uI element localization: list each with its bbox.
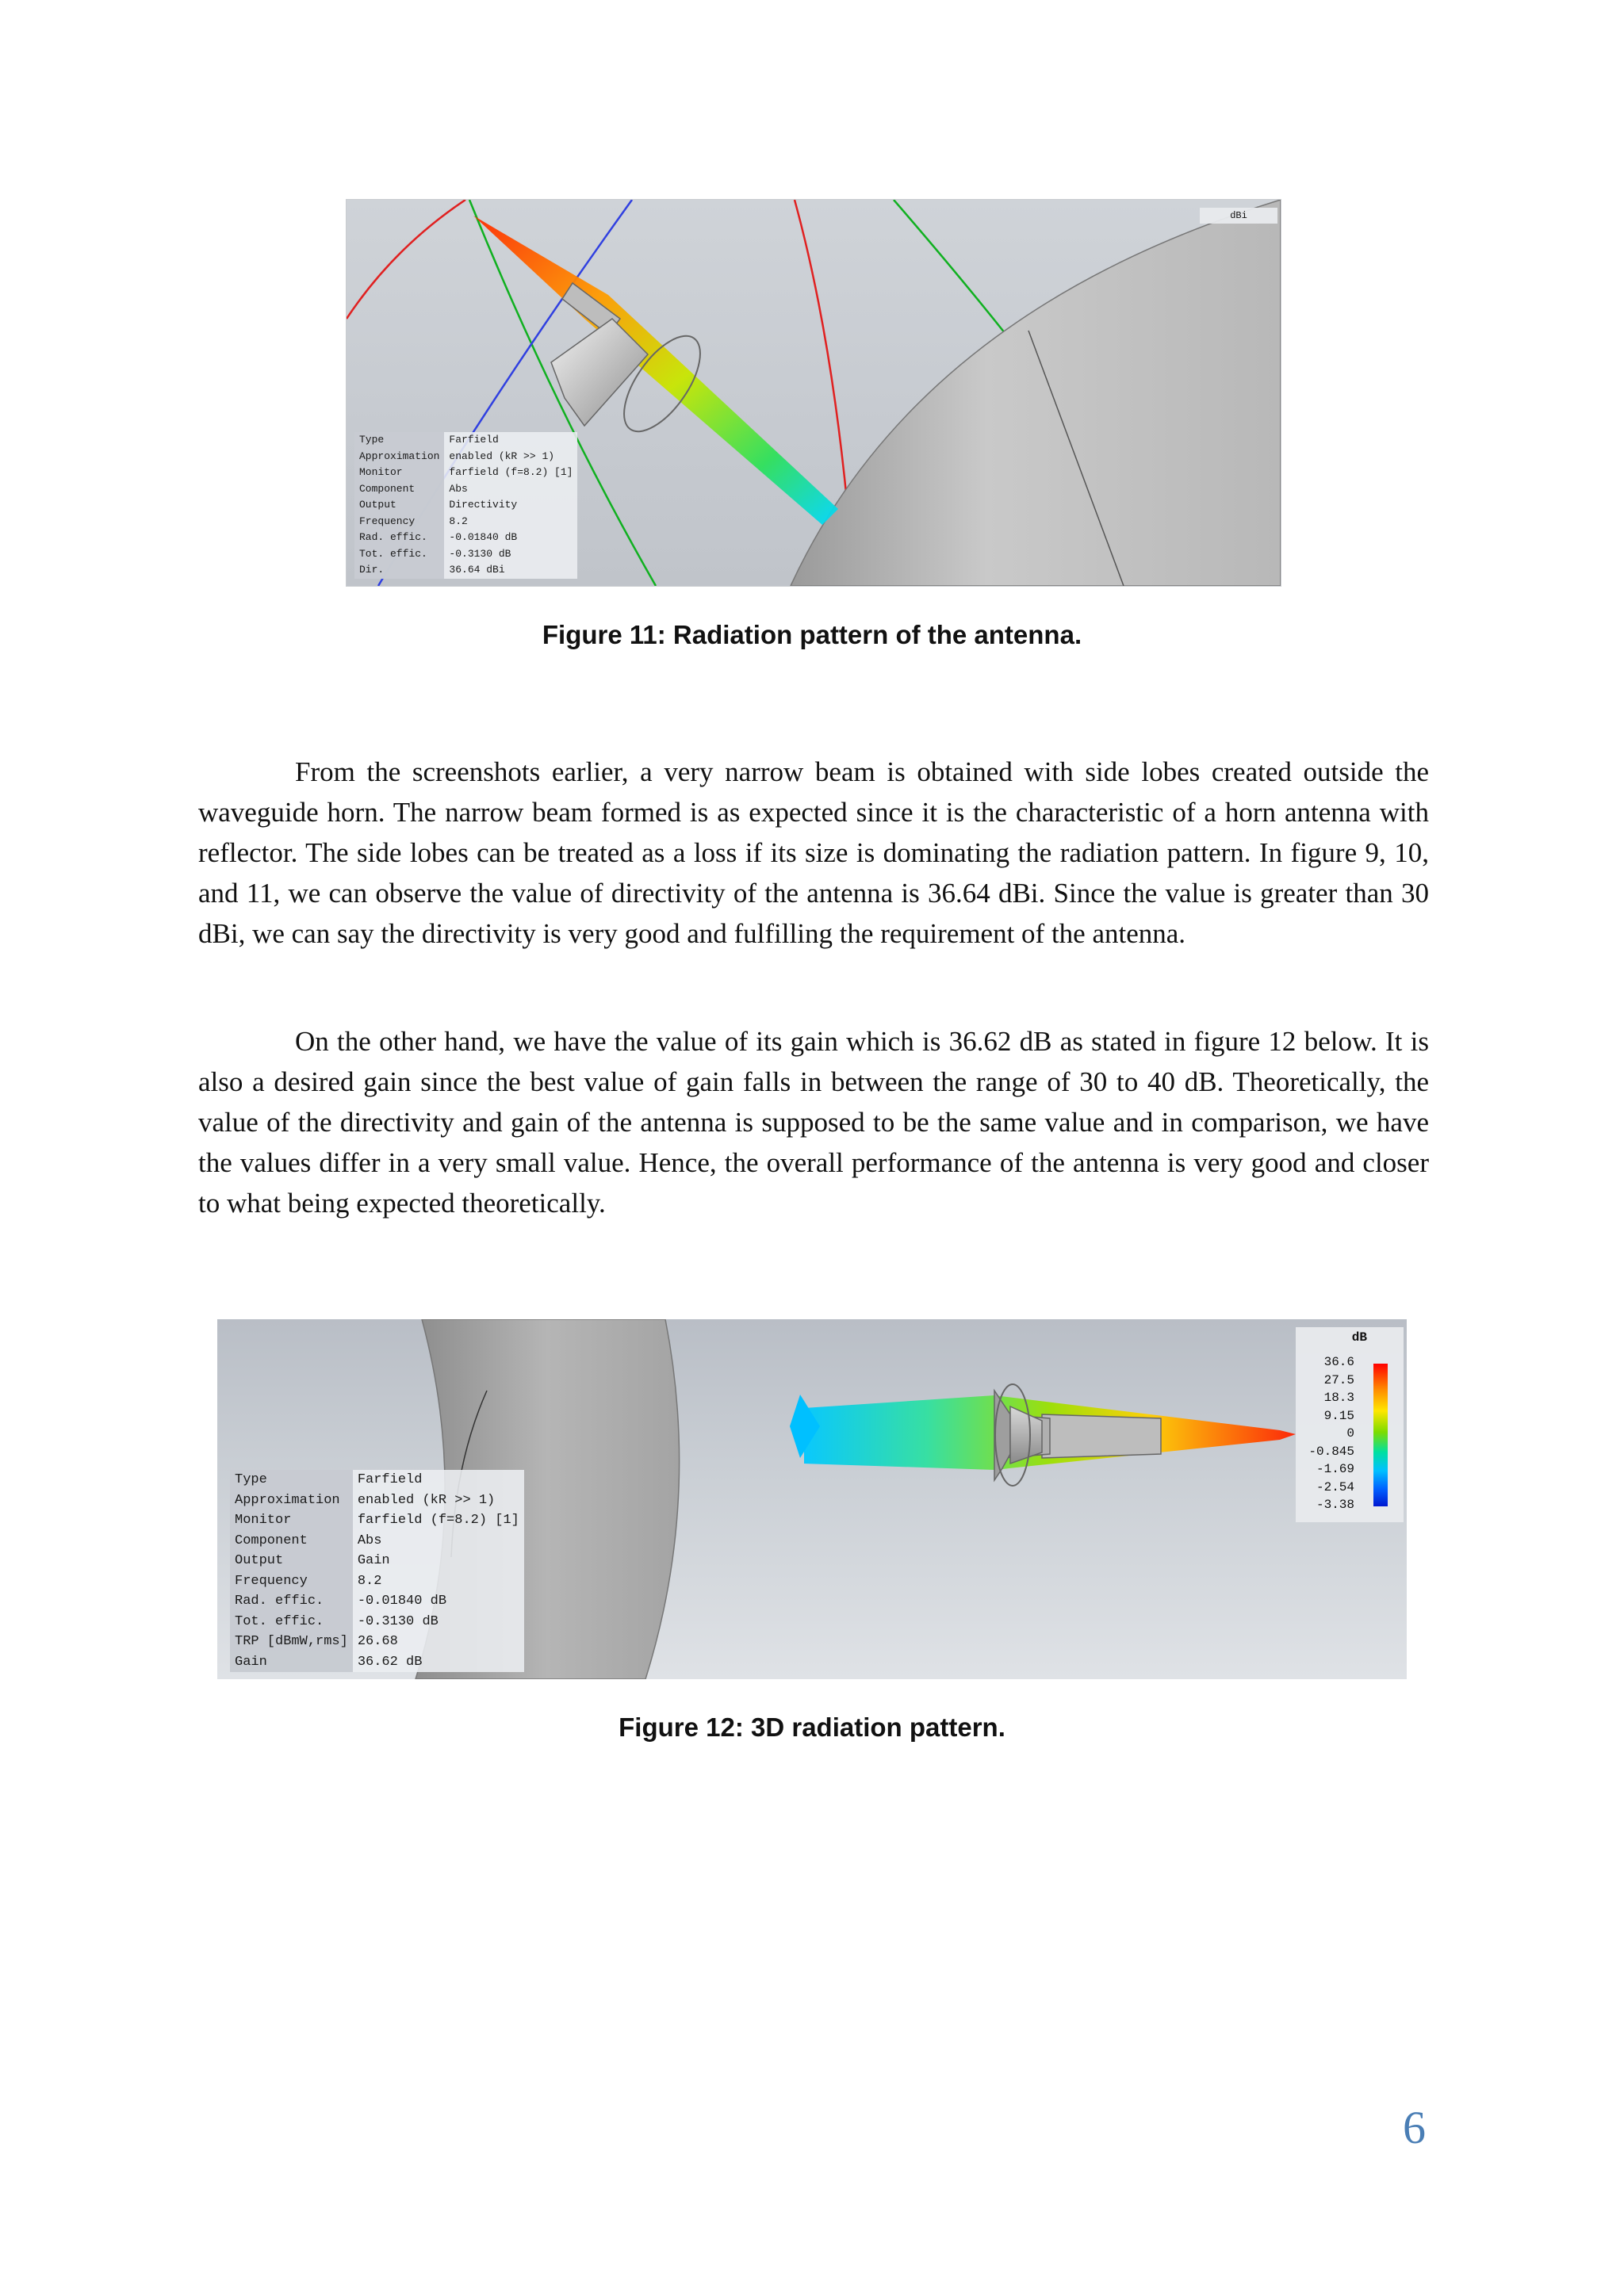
page-number: 6	[1403, 2102, 1426, 2153]
info-row	[354, 497, 577, 514]
info-value: Abs	[357, 1533, 382, 1548]
info-row	[354, 546, 577, 563]
info-key: Frequency	[354, 514, 444, 530]
legend-tick-label: 27.5	[1323, 1372, 1354, 1387]
legend-tick-label: -3.38	[1316, 1498, 1354, 1512]
info-value: 36.64 dBi	[449, 564, 505, 576]
info-value: Farfield	[357, 1472, 423, 1487]
info-key: Frequency	[230, 1571, 353, 1592]
reflector-dish	[791, 200, 1281, 586]
info-row	[354, 449, 577, 465]
color-legend	[1296, 1327, 1404, 1522]
legend-color-bar	[1373, 1364, 1388, 1506]
info-value: 26.68	[357, 1634, 398, 1649]
info-row	[230, 1591, 524, 1612]
info-row	[354, 465, 577, 481]
info-key: Output	[354, 497, 444, 514]
figure-12-caption: Figure 12: 3D radiation pattern.	[619, 1712, 1005, 1742]
info-value: Directivity	[449, 499, 518, 511]
info-row	[230, 1612, 524, 1632]
info-panel	[354, 432, 577, 579]
info-key: Tot. effic.	[354, 546, 444, 563]
legend-tick-label: -1.69	[1316, 1462, 1354, 1476]
info-key: Dir.	[354, 562, 444, 579]
info-key: Output	[230, 1551, 353, 1571]
info-value: enabled (kR >> 1)	[357, 1492, 496, 1508]
figure-12-3d-radiation-pattern	[217, 1319, 1407, 1679]
info-value: -0.3130 dB	[357, 1613, 439, 1629]
info-row	[230, 1490, 524, 1511]
waveguide-body	[1042, 1414, 1161, 1458]
info-key: Type	[354, 432, 444, 449]
info-value: Abs	[449, 482, 468, 495]
info-value: farfield (f=8.2) [1]	[449, 466, 573, 478]
info-row	[354, 481, 577, 498]
info-key: Gain	[230, 1652, 353, 1673]
info-value: 8.2	[449, 515, 468, 527]
info-value: -0.01840 dB	[357, 1594, 447, 1609]
pattern-curve	[347, 200, 465, 319]
legend-tick-label: 9.15	[1323, 1408, 1354, 1423]
info-value: 8.2	[357, 1573, 382, 1589]
info-value: 36.62 dB	[357, 1654, 423, 1670]
info-key: Monitor	[354, 465, 444, 481]
paragraph-1: From the screenshots earlier, a very narrow beam is obtained with side lobes created outside the waveguide horn. The narrow beam formed is as expected since it is the characteristic of a horn antenna with reflector. The side lobes can be treated as a loss if its size is dominating the radiation pattern. In figure 9, 10, and 11, we can observe the value of directivity of the antenna is 36.64 dBi. Since the value is greater than 30 dBi, we can say the directivity is very good and fulfilling the requirement of the antenna.	[198, 756, 1429, 949]
info-row	[354, 514, 577, 530]
info-row	[230, 1571, 524, 1592]
info-value: Gain	[357, 1553, 390, 1568]
info-key: Component	[230, 1531, 353, 1552]
info-value: enabled (kR >> 1)	[449, 450, 555, 462]
info-value: -0.01840 dB	[449, 531, 518, 543]
info-value: -0.3130 dB	[449, 547, 511, 560]
info-row	[230, 1531, 524, 1552]
figure-11-caption: Figure 11: Radiation pattern of the antenna.	[542, 620, 1082, 649]
figure-11-radiation-pattern	[346, 199, 1281, 587]
info-value: Farfield	[449, 434, 499, 446]
info-panel	[230, 1470, 524, 1672]
legend-tick-label: 0	[1346, 1426, 1354, 1441]
info-key: Tot. effic.	[230, 1612, 353, 1632]
info-value: farfield (f=8.2) [1]	[357, 1513, 519, 1528]
info-key: Approximation	[354, 449, 444, 465]
legend-tick-label: -0.845	[1308, 1444, 1354, 1459]
info-key: Rad. effic.	[354, 530, 444, 546]
info-row	[230, 1551, 524, 1571]
legend-title: dB	[1351, 1330, 1367, 1345]
legend-tick-label: 18.3	[1323, 1391, 1354, 1405]
info-key: Type	[230, 1470, 353, 1490]
info-row	[230, 1510, 524, 1531]
legend-tick-label: -2.54	[1316, 1479, 1354, 1494]
info-row	[354, 530, 577, 546]
info-row	[230, 1470, 524, 1490]
info-key: Component	[354, 481, 444, 498]
info-row	[230, 1632, 524, 1652]
info-key: Monitor	[230, 1510, 353, 1531]
legend-tick-label: 36.6	[1323, 1355, 1354, 1369]
info-key: Approximation	[230, 1490, 353, 1511]
info-row	[354, 432, 577, 449]
info-row	[354, 562, 577, 579]
paragraph-2: On the other hand, we have the value of its gain which is 36.62 dB as stated in figure 12 below. It is also a desired gain since the best value of gain falls in between the range of 30 to 40 dB. Theoretically, the value of the directivity and gain of the antenna is supposed to be the same value and in comparison, we have the values differ in a very small value. Hence, the overall performance of the antenna is very good and closer to what being expected theoretically.	[198, 1026, 1429, 1219]
info-row	[230, 1652, 524, 1673]
info-key: Rad. effic.	[230, 1591, 353, 1612]
info-key: TRP [dBmW,rms]	[230, 1632, 353, 1652]
unit-label: dBi	[1200, 208, 1277, 224]
